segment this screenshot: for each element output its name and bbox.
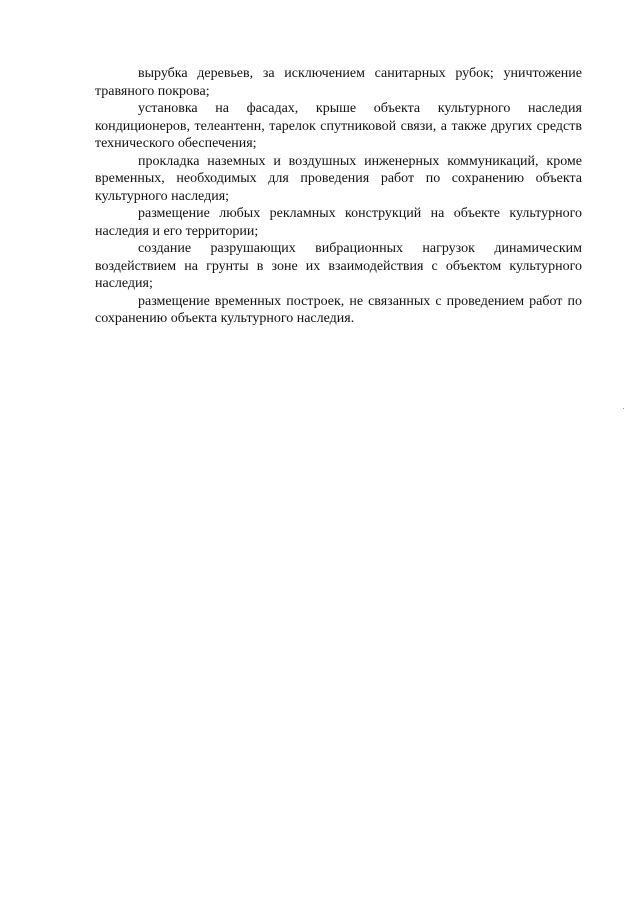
paragraph-temporary-buildings: размещение временных построек, не связанных с проведением работ по сохранению объекта культурного наследия.	[95, 293, 582, 326]
document-body	[95, 65, 582, 328]
scan-speck	[623, 408, 624, 409]
paragraph-facade-installation: установка на фасадах, крыше объекта культурного наследия кондиционеров, телеантенн, тарелок спутниковой связи, а также других средств технического обеспечения;	[95, 101, 582, 151]
paragraph-utility-lines: прокладка наземных и воздушных инженерных коммуникаций, кроме временных, необходимых для проведения работ по сохранению объекта культурного наследия;	[95, 153, 582, 204]
paragraph-tree-felling: вырубка деревьев, за исключением санитарных рубок; уничтожение травяного покрова;	[95, 66, 582, 99]
paragraph-advertising: размещение любых рекламных конструкций на объекте культурного наследия и его территории;	[95, 206, 582, 239]
paragraph-vibration-loads: создание разрушающих вибрационных нагрузок динамическим воздействием на грунты в зоне их взаимодействия с объектом культурного наследия;	[95, 241, 582, 291]
